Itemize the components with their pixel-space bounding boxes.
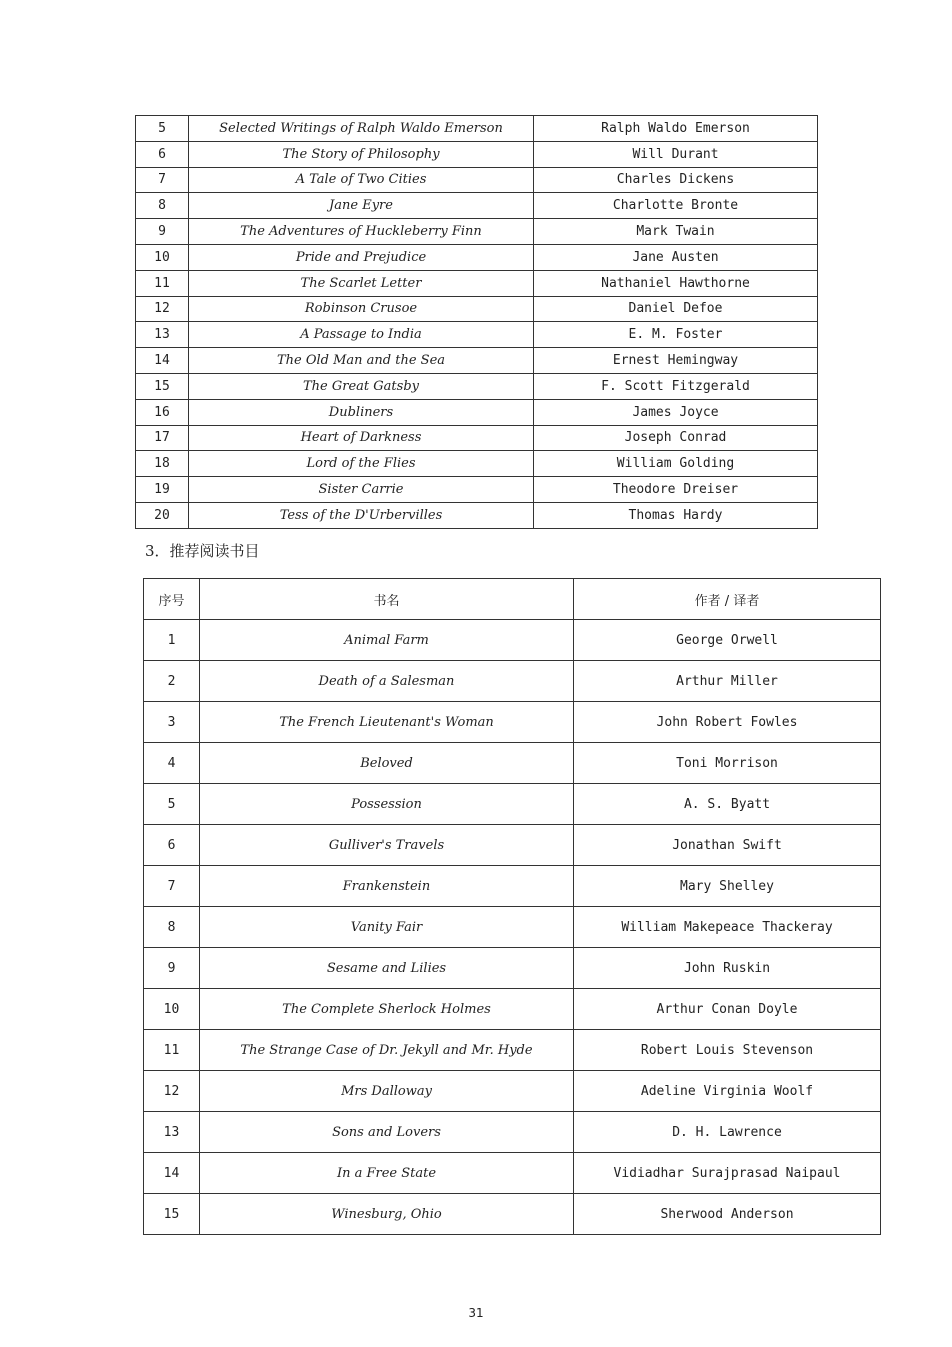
- book-author: Charlotte Bronte: [534, 193, 818, 219]
- table-row: [144, 825, 881, 866]
- row-number: 9: [136, 219, 189, 245]
- row-number: 10: [144, 989, 200, 1030]
- row-number: 1: [144, 620, 200, 661]
- book-title: Tess of the D'Urbervilles: [189, 502, 534, 528]
- book-author: Robert Louis Stevenson: [574, 1030, 881, 1071]
- book-title: The Adventures of Huckleberry Finn: [189, 219, 534, 245]
- book-title: Robinson Crusoe: [189, 296, 534, 322]
- row-number: 5: [136, 116, 189, 142]
- book-author: Theodore Dreiser: [534, 477, 818, 503]
- book-title: Heart of Darkness: [189, 425, 534, 451]
- book-author: Ernest Hemingway: [534, 348, 818, 374]
- section-heading: 3．推荐阅读书目: [145, 542, 260, 560]
- table-row: [136, 193, 818, 219]
- book-title: The Great Gatsby: [189, 373, 534, 399]
- table-row: [144, 907, 881, 948]
- table-row: [136, 167, 818, 193]
- book-author: Thomas Hardy: [534, 502, 818, 528]
- table-row: [144, 702, 881, 743]
- book-title: Vanity Fair: [200, 907, 574, 948]
- book-author: George Orwell: [574, 620, 881, 661]
- row-number: 13: [136, 322, 189, 348]
- row-number: 8: [144, 907, 200, 948]
- book-title: Lord of the Flies: [189, 451, 534, 477]
- book-author: Charles Dickens: [534, 167, 818, 193]
- row-number: 6: [144, 825, 200, 866]
- table-row: [144, 661, 881, 702]
- book-title: Winesburg, Ohio: [200, 1194, 574, 1235]
- book-author: Ralph Waldo Emerson: [534, 116, 818, 142]
- book-author: John Robert Fowles: [574, 702, 881, 743]
- row-number: 5: [144, 784, 200, 825]
- book-title: The Complete Sherlock Holmes: [200, 989, 574, 1030]
- table-row: [136, 451, 818, 477]
- book-title: Pride and Prejudice: [189, 244, 534, 270]
- book-title: The French Lieutenant's Woman: [200, 702, 574, 743]
- table-row: [144, 1194, 881, 1235]
- table-header-row: [144, 579, 881, 620]
- book-title: Jane Eyre: [189, 193, 534, 219]
- row-number: 2: [144, 661, 200, 702]
- row-number: 18: [136, 451, 189, 477]
- row-number: 12: [136, 296, 189, 322]
- book-author: Mark Twain: [534, 219, 818, 245]
- book-author: E. M. Foster: [534, 322, 818, 348]
- row-number: 14: [144, 1153, 200, 1194]
- book-author: Nathaniel Hawthorne: [534, 270, 818, 296]
- header-no: 序号: [144, 579, 200, 620]
- page-number: 31: [468, 1306, 484, 1320]
- book-title: Frankenstein: [200, 866, 574, 907]
- row-number: 13: [144, 1112, 200, 1153]
- table-row: [144, 948, 881, 989]
- row-number: 20: [136, 502, 189, 528]
- row-number: 12: [144, 1071, 200, 1112]
- book-author: William Makepeace Thackeray: [574, 907, 881, 948]
- row-number: 15: [144, 1194, 200, 1235]
- book-list-table-continued: [135, 115, 818, 529]
- book-author: F. Scott Fitzgerald: [534, 373, 818, 399]
- table-row: [144, 784, 881, 825]
- table-row: [136, 244, 818, 270]
- table-row: [144, 1112, 881, 1153]
- book-author: William Golding: [534, 451, 818, 477]
- book-title: Animal Farm: [200, 620, 574, 661]
- table-row: [136, 425, 818, 451]
- book-title: Sister Carrie: [189, 477, 534, 503]
- row-number: 7: [136, 167, 189, 193]
- book-author: John Ruskin: [574, 948, 881, 989]
- row-number: 17: [136, 425, 189, 451]
- book-author: A. S. Byatt: [574, 784, 881, 825]
- table-row: [144, 620, 881, 661]
- header-author: 作者 / 译者: [574, 579, 881, 620]
- book-author: Vidiadhar Surajprasad Naipaul: [574, 1153, 881, 1194]
- book-title: Selected Writings of Ralph Waldo Emerson: [189, 116, 534, 142]
- book-title: Possession: [200, 784, 574, 825]
- book-title: In a Free State: [200, 1153, 574, 1194]
- book-author: Arthur Miller: [574, 661, 881, 702]
- book-title: The Scarlet Letter: [189, 270, 534, 296]
- book-title: Dubliners: [189, 399, 534, 425]
- book-author: D. H. Lawrence: [574, 1112, 881, 1153]
- table-row: [136, 116, 818, 142]
- book-author: James Joyce: [534, 399, 818, 425]
- row-number: 15: [136, 373, 189, 399]
- table-row: [136, 477, 818, 503]
- book-title: Beloved: [200, 743, 574, 784]
- book-author: Sherwood Anderson: [574, 1194, 881, 1235]
- row-number: 11: [144, 1030, 200, 1071]
- table-row: [136, 270, 818, 296]
- book-title: Sesame and Lilies: [200, 948, 574, 989]
- table-row: [144, 866, 881, 907]
- book-author: Toni Morrison: [574, 743, 881, 784]
- table-row: [144, 989, 881, 1030]
- book-author: Daniel Defoe: [534, 296, 818, 322]
- recommended-reading-table: [143, 578, 881, 1235]
- table-row: [136, 322, 818, 348]
- table-row: [136, 296, 818, 322]
- table-row: [144, 1030, 881, 1071]
- book-author: Joseph Conrad: [534, 425, 818, 451]
- row-number: 3: [144, 702, 200, 743]
- row-number: 4: [144, 743, 200, 784]
- table-row: [144, 743, 881, 784]
- row-number: 8: [136, 193, 189, 219]
- book-title: The Old Man and the Sea: [189, 348, 534, 374]
- book-author: Will Durant: [534, 141, 818, 167]
- book-author: Jane Austen: [534, 244, 818, 270]
- row-number: 16: [136, 399, 189, 425]
- row-number: 10: [136, 244, 189, 270]
- book-list-table-body: [136, 116, 818, 529]
- book-title: The Story of Philosophy: [189, 141, 534, 167]
- book-title: Mrs Dalloway: [200, 1071, 574, 1112]
- book-author: Adeline Virginia Woolf: [574, 1071, 881, 1112]
- book-author: Mary Shelley: [574, 866, 881, 907]
- row-number: 19: [136, 477, 189, 503]
- table-row: [136, 373, 818, 399]
- table-row: [136, 502, 818, 528]
- book-title: Sons and Lovers: [200, 1112, 574, 1153]
- book-title: Death of a Salesman: [200, 661, 574, 702]
- row-number: 9: [144, 948, 200, 989]
- recommended-reading-table-body: [144, 620, 881, 1235]
- book-author: Arthur Conan Doyle: [574, 989, 881, 1030]
- row-number: 11: [136, 270, 189, 296]
- row-number: 14: [136, 348, 189, 374]
- book-title: Gulliver's Travels: [200, 825, 574, 866]
- header-title: 书名: [200, 579, 574, 620]
- row-number: 7: [144, 866, 200, 907]
- table-row: [136, 399, 818, 425]
- table-row: [136, 219, 818, 245]
- table-row: [144, 1071, 881, 1112]
- row-number: 6: [136, 141, 189, 167]
- table-row: [144, 1153, 881, 1194]
- table-row: [136, 348, 818, 374]
- table-row: [136, 141, 818, 167]
- book-title: A Tale of Two Cities: [189, 167, 534, 193]
- book-title: A Passage to India: [189, 322, 534, 348]
- book-title: The Strange Case of Dr. Jekyll and Mr. Hyde: [200, 1030, 574, 1071]
- book-author: Jonathan Swift: [574, 825, 881, 866]
